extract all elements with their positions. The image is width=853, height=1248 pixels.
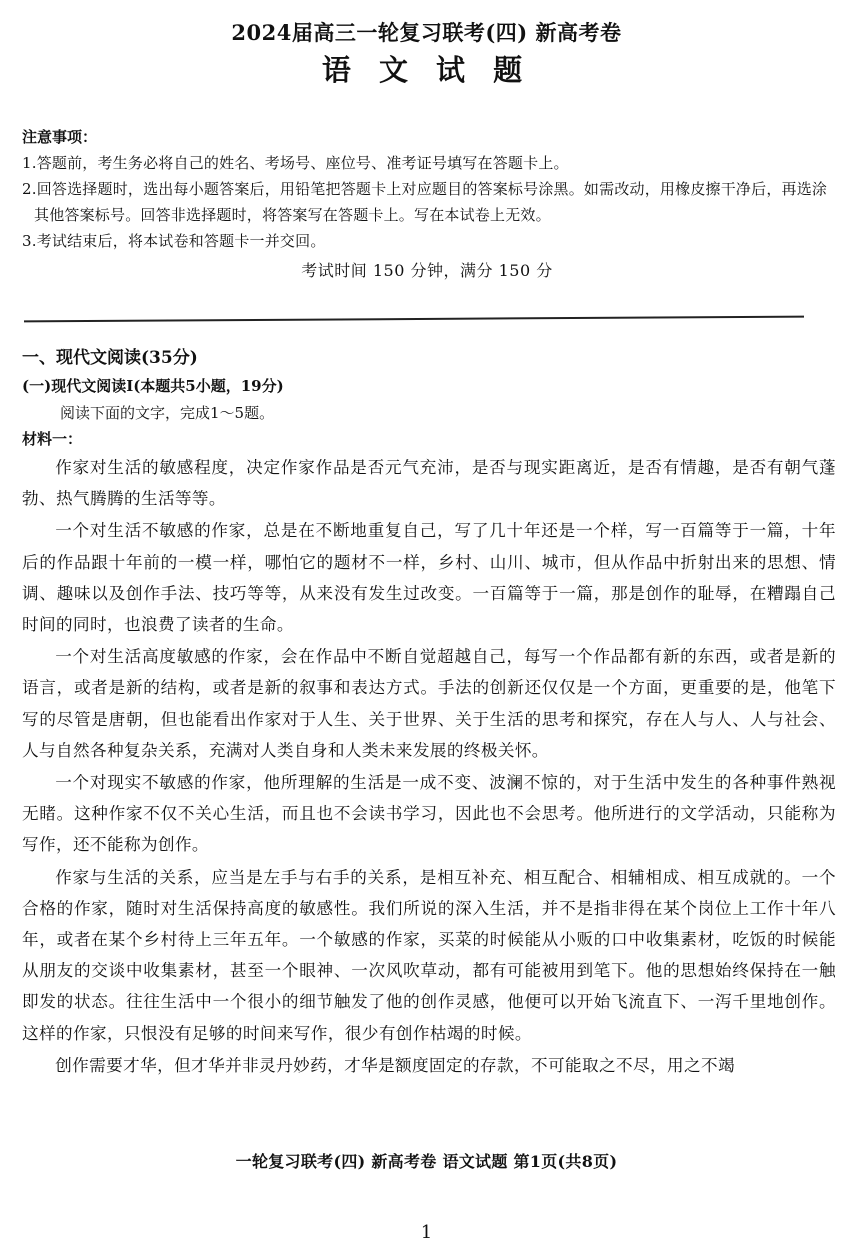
notice-item-1: 1.答题前，考生务必将自己的姓名、考场号、座位号、准考证号填写在答题卡上。 <box>22 154 569 172</box>
notice-item-2: 2.回答选择题时，选出每小题答案后，用铅笔把答题卡上对应题目的答案标号涂黑。如需改动，用橡皮擦干净后，再选涂其他答案标号。回答非选择题时，将答案写在答题卡上。写在本试卷上无效。 <box>22 180 828 224</box>
material-label: 材料一： <box>22 430 83 448</box>
paragraph-2: 一个对生活不敏感的作家，总是在不断地重复自己，写了几十年还是一个样，写一百篇等于一篇，十年后的作品跟十年前的一模一样，哪怕它的题材不一样，乡村、山川、城市，但从作品中折射出来的思想、情调、趣味以及创作手法、技巧等等，从来没有发生过改变。一百篇等于一篇，那是创作的耻辱，在糟蹋自己时间的同时，也浪费了读者的生命。 <box>22 521 836 635</box>
page-footer: 一轮复习联考(四) 新高考卷 语文试题 第1页(共8页) <box>235 1152 618 1171</box>
paragraph-5: 作家与生活的关系，应当是左手与右手的关系，是相互补充、相互配合、相辅相成、相互成就的。一个合格的作家，随时对生活保持高度的敏感性。我们所说的深入生活，并不是指非得在某个岗位上工作十年八年，或者在某个乡村待上三年五年。一个敏感的作家，买菜的时候能从小贩的口中收集素材，吃饭的时候能从朋友的交谈中收集素材，甚至一个眼神、一次风吹草动，都有可能被用到笔下。他的思想始终保持在一触即发的状态。往往生活中一个很小的细节触发了他的创作灵感，他便可以开始飞流直下、一泻千里地创作。这样的作家，只恨没有足够的时间来写作，很少有创作枯竭的时候。 <box>22 867 836 1043</box>
exam-header <box>0 18 853 90</box>
instruction: 阅读下面的文字，完成1～5题。 <box>60 404 275 422</box>
paragraph-6: 创作需要才华，但才华并非灵丹妙药，才华是额度固定的存款，不可能取之不尽，用之不竭 <box>55 1055 735 1075</box>
notice-title: 注意事项： <box>22 128 98 146</box>
reading-section <box>22 344 836 1081</box>
subsection-title: (一)现代文阅读Ⅰ(本题共5小题，19分) <box>22 377 284 395</box>
paragraph-3: 一个对生活高度敏感的作家，会在作品中不断自觉超越自己，每写一个作品都有新的东西，或者是新的语言，或者是新的结构，或者是新的叙事和表达方式。手法的创新还仅仅是一个方面，更重要的是，他笔下写的尽管是唐朝，但也能看出作家对于人生、关于世界、关于生活的思考和探究，存在人与人、人与社会、人与自然各种复杂关系，充满对人类自身和人类未来发展的终极关怀。 <box>22 647 836 760</box>
exam-time: 考试时间 150 分钟，满分 150 分 <box>301 261 553 280</box>
section-title: 一、现代文阅读(35分) <box>22 348 198 368</box>
subject-title: 语 文 试 题 <box>321 53 532 87</box>
divider-line <box>24 316 804 323</box>
page-number: 1 <box>420 1222 433 1243</box>
paragraph-1: 作家对生活的敏感程度，决定作家作品是否元气充沛，是否与现实距离近，是否有情趣，是否有朝气蓬勃、热气腾腾的生活等等。 <box>22 458 836 509</box>
notice-item-3: 3.考试结束后，将本试卷和答题卡一并交回。 <box>22 232 326 250</box>
notice-block <box>22 124 832 284</box>
paragraph-4: 一个对现实不敏感的作家，他所理解的生活是一成不变、波澜不惊的，对于生活中发生的各种事件熟视无睹。这种作家不仅不关心生活，而且也不会读书学习，因此也不会思考。他所进行的文学活动，只能称为写作，还不能称为创作。 <box>22 773 836 855</box>
exam-title: 2024届高三一轮复习联考(四) 新高考卷 <box>231 20 622 45</box>
